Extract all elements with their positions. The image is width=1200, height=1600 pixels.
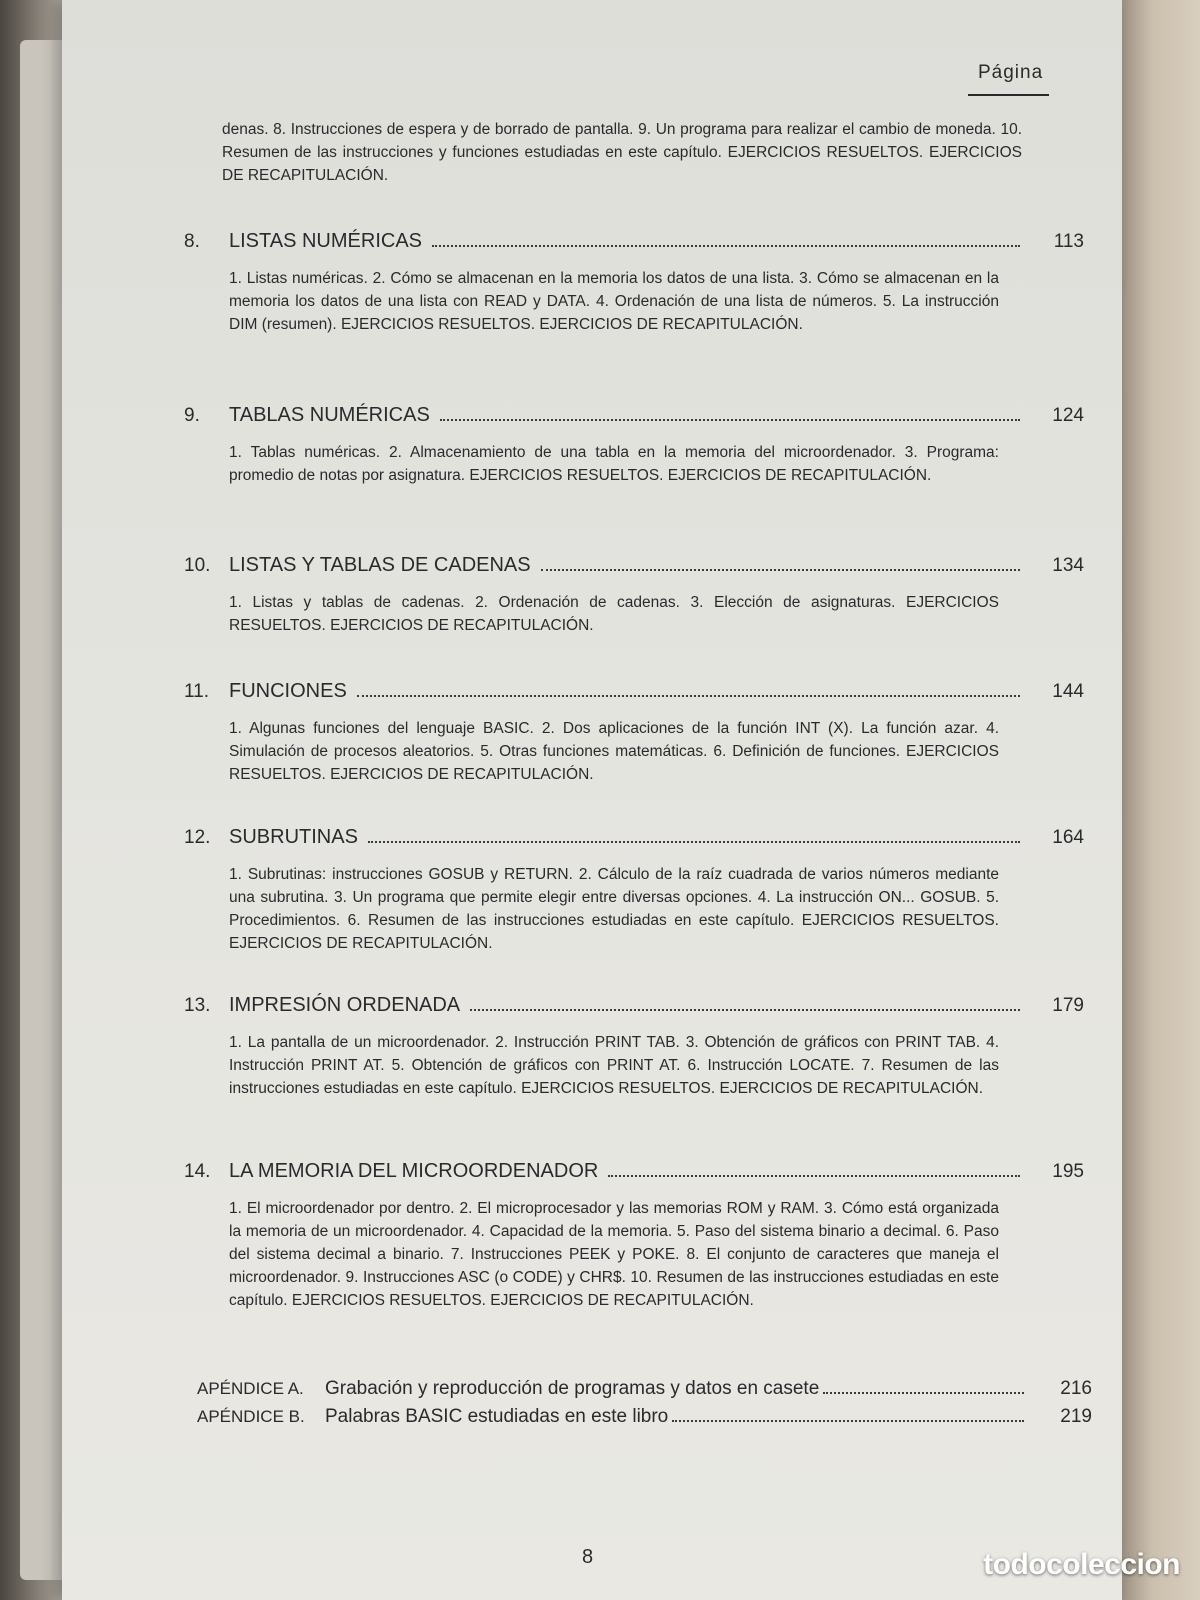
chapter-number: 14. xyxy=(184,1161,211,1182)
chapter-description: 1. Listas y tablas de cadenas. 2. Ordenación de cadenas. 3. Elección de asignaturas. EJERCICIOS RESUELTOS. EJERCICIOS DE RECAPITULACIÓN. xyxy=(229,594,999,634)
appendix-a xyxy=(197,1378,1092,1400)
toc-entry-9 xyxy=(184,404,1084,487)
chapter-number: 11. xyxy=(184,681,210,702)
page-number: 216 xyxy=(1060,1378,1092,1399)
appendix-label: APÉNDICE A. xyxy=(197,1379,304,1398)
dot-leader xyxy=(608,1174,1020,1177)
watermark-logo: todocoleccion xyxy=(983,1548,1180,1581)
background-right xyxy=(1120,0,1200,1600)
toc-entry-14 xyxy=(184,1160,1084,1312)
dot-leader xyxy=(541,568,1020,571)
chapter-description: 1. Tablas numéricas. 2. Almacenamiento de una tabla en la memoria del microordenador. 3. Programa: promedio de notas por asignatura. EJERCICIOS RESUELTOS. EJERCICIOS DE RECAPITULACIÓN. xyxy=(229,444,999,484)
page-number: 124 xyxy=(1052,405,1084,426)
page-number: 134 xyxy=(1052,555,1084,576)
page-number: 144 xyxy=(1052,681,1084,702)
appendix-list xyxy=(197,1378,1092,1434)
page-number: 219 xyxy=(1060,1406,1092,1427)
chapter-number: 12. xyxy=(184,827,211,848)
toc-entry-10 xyxy=(184,554,1084,637)
dot-leader xyxy=(432,244,1020,247)
chapter-number: 8. xyxy=(184,231,200,252)
appendix-title: Grabación y reproducción de programas y datos en casete xyxy=(325,1378,820,1399)
dot-leader xyxy=(470,1008,1020,1011)
page-number: 113 xyxy=(1053,231,1084,252)
appendix-b xyxy=(197,1406,1092,1428)
appendix-label: APÉNDICE B. xyxy=(197,1407,305,1426)
toc-entry-11 xyxy=(184,680,1084,786)
chapter-title: LISTAS NUMÉRICAS xyxy=(229,230,422,252)
page-number: 164 xyxy=(1052,827,1084,848)
chapter-description: 1. Algunas funciones del lenguaje BASIC. 2. Dos aplicaciones de la función INT (X). La función azar. 4. Simulación de procesos aleatorios. 5. Otras funciones matemáticas. 6. Definición de funciones. EJERCICIOS RESUELTOS. EJERCICIOS DE RECAPITULACIÓN. xyxy=(229,720,999,783)
dot-leader xyxy=(368,840,1020,843)
chapter-number: 13. xyxy=(184,995,211,1016)
dot-leader xyxy=(672,1420,1024,1422)
book-page xyxy=(62,0,1122,1600)
chapter-number: 9. xyxy=(184,405,200,426)
intro-text: denas. 8. Instrucciones de espera y de borrado de pantalla. 9. Un programa para realizar el cambio de moneda. 10. Resumen de las instrucciones y funciones estudiadas en este capítulo. EJERCICIOS RESUELTOS. EJERCICIOS DE RECAPITULACIÓN. xyxy=(222,121,1022,184)
chapter-number: 10. xyxy=(184,555,211,576)
folio-number: 8 xyxy=(582,1546,594,1568)
dot-leader xyxy=(440,418,1020,421)
page-number: 179 xyxy=(1052,995,1084,1016)
chapter-title: TABLAS NUMÉRICAS xyxy=(229,404,430,426)
dot-leader xyxy=(357,694,1020,697)
toc-entry-8 xyxy=(184,230,1084,336)
chapter-title: SUBRUTINAS xyxy=(229,826,358,848)
toc-entry-13 xyxy=(184,994,1084,1100)
page-number: 195 xyxy=(1052,1161,1084,1182)
toc-entry-12 xyxy=(184,826,1084,955)
chapter-description: 1. Subrutinas: instrucciones GOSUB y RETURN. 2. Cálculo de la raíz cuadrada de varios números mediante una subrutina. 3. Un programa que permite elegir entre diversas opciones. 4. La instrucción ON... GOSUB. 5. Procedimientos. 6. Resumen de las instrucciones estudiadas en este capítulo. EJERCICIOS RESUELTOS. EJERCICIOS DE RECAPITULACIÓN. xyxy=(229,866,999,952)
chapter-title: LA MEMORIA DEL MICROORDENADOR xyxy=(229,1160,599,1182)
chapter-description: 1. El microordenador por dentro. 2. El microprocesador y las memorias ROM y RAM. 3. Cómo está organizada la memoria de un microordenador. 4. Capacidad de la memoria. 5. Paso del sistema binario a decimal. 6. Paso del sistema decimal a binario. 7. Instrucciones PEEK y POKE. 8. El conjunto de caracteres que maneja el microordenador. 9. Instrucciones ASC (o CODE) y CHR$. 10. Resumen de las instrucciones estudiadas en este capítulo. EJERCICIOS RESUELTOS. EJERCICIOS DE RECAPITULACIÓN. xyxy=(229,1200,999,1309)
chapter-description: 1. La pantalla de un microordenador. 2. Instrucción PRINT TAB. 3. Obtención de gráficos con PRINT TAB. 4. Instrucción PRINT AT. 5. Obtención de gráficos con PRINT AT. 6. Instrucción LOCATE. 7. Resumen de las instrucciones estudiadas en este capítulo. EJERCICIOS RESUELTOS. EJERCICIOS DE RECAPITULACIÓN. xyxy=(229,1034,999,1097)
chapter-title: IMPRESIÓN ORDENADA xyxy=(229,994,461,1016)
chapter-description: 1. Listas numéricas. 2. Cómo se almacenan en la memoria los datos de una lista. 3. Cómo se almacenan en la memoria los datos de una lista con READ y DATA. 4. Ordenación de una lista de números. 5. La instrucción DIM (resumen). EJERCICIOS RESUELTOS. EJERCICIOS DE RECAPITULACIÓN. xyxy=(229,270,999,333)
chapter-title: LISTAS Y TABLAS DE CADENAS xyxy=(229,554,531,576)
appendix-title: Palabras BASIC estudiadas en este libro xyxy=(325,1406,669,1427)
dot-leader xyxy=(823,1392,1024,1394)
chapter-title: FUNCIONES xyxy=(229,680,347,702)
page-column-header: Página xyxy=(978,62,1044,83)
